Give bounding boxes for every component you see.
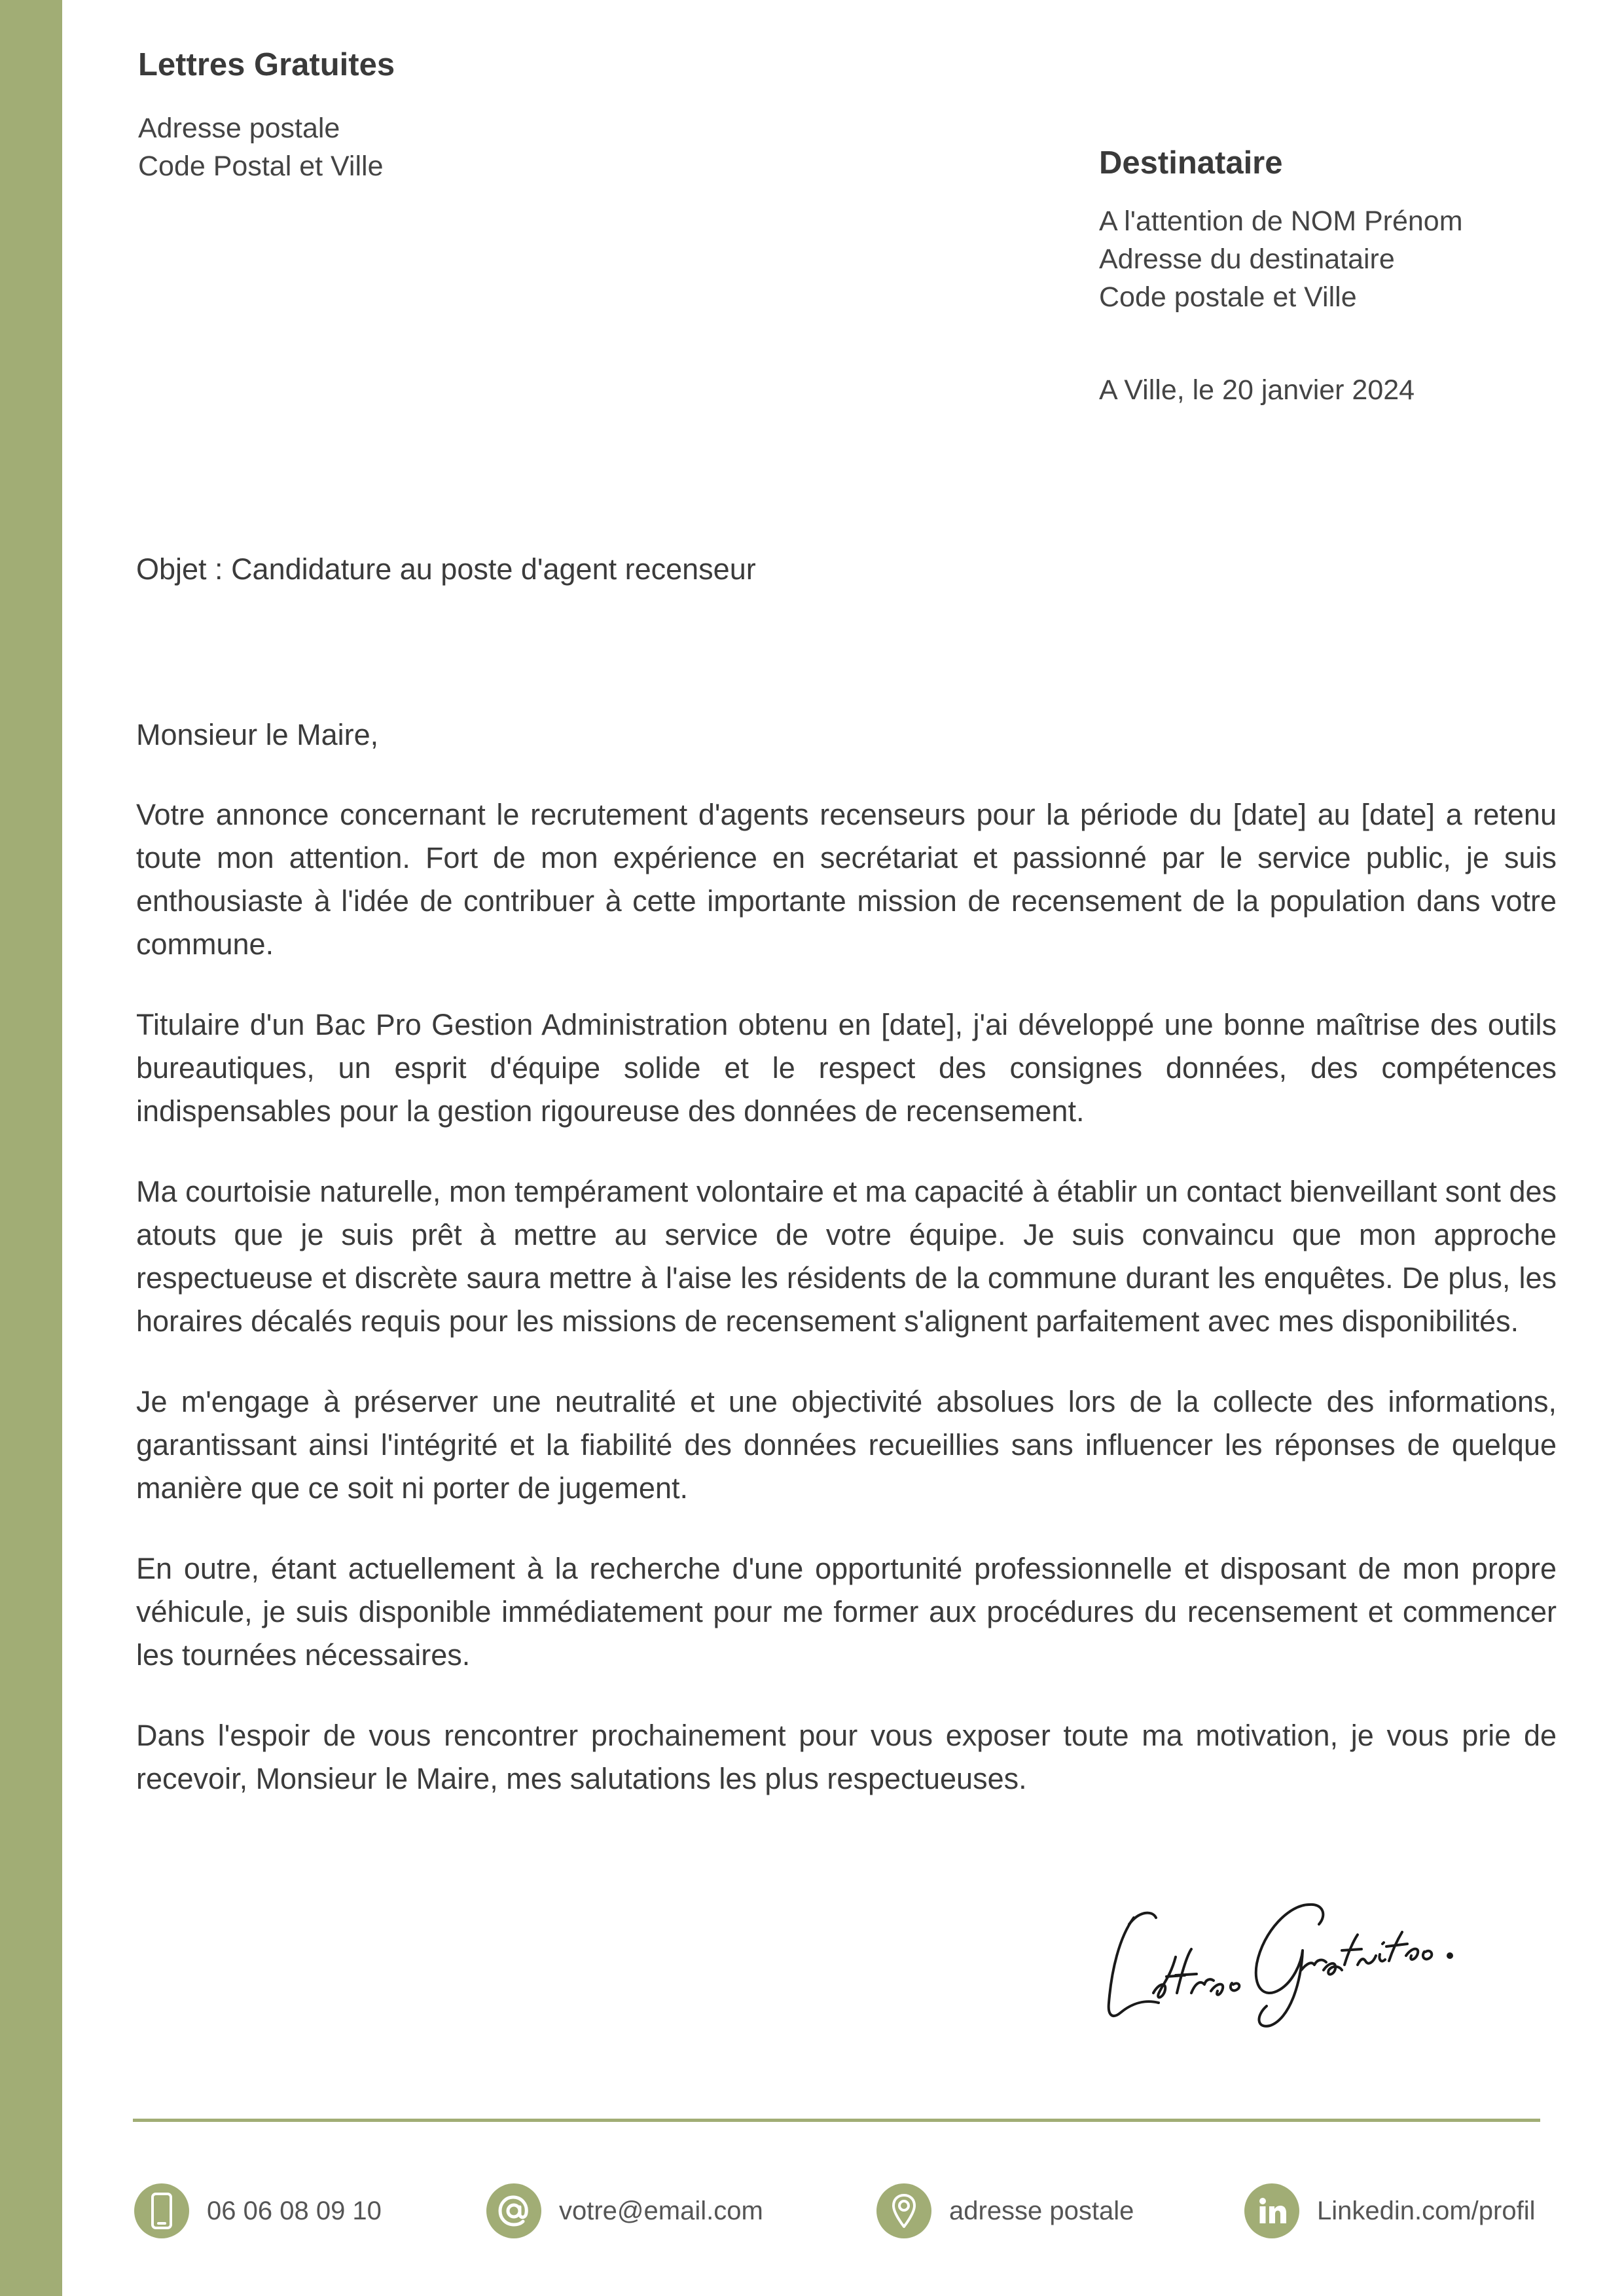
letter-paragraph: Je m'engage à préserver une neutralité et une objectivité absolues lors de la collecte des informations, garantissant ainsi l'intégrité et la fiabilité des données recueillies sans influencer les réponses de quelque manière que ce soit ni porter de jugement.: [136, 1385, 1557, 1505]
footer-phone-text: 06 06 08 09 10: [207, 2196, 382, 2225]
decorative-side-bar: [0, 0, 62, 2296]
recipient-block: [1099, 144, 1597, 316]
footer-email-text: votre@email.com: [559, 2196, 763, 2225]
recipient-title: Destinataire: [1099, 145, 1283, 181]
sender-city: Code Postal et Ville: [138, 150, 384, 182]
at-icon: [486, 2183, 541, 2238]
footer-address: [876, 2183, 1134, 2238]
footer-linkedin-text: Linkedin.com/profil: [1317, 2196, 1536, 2225]
letter-body: [136, 713, 1557, 1838]
letter-paragraph: Ma courtoisie naturelle, mon tempérament volontaire et ma capacité à établir un contact bienveillant sont des atouts que je suis prêt à mettre au service de votre équipe. Je suis convaincu que mon approche respectueuse et discrète saura mettre à l'aise les résidents de la commune durant les enquêtes. De plus, les horaires décalés requis pour les missions de recensement s'alignent parfaitement avec mes disponibilités.: [136, 1175, 1557, 1338]
sender-address: Adresse postale: [138, 112, 340, 144]
letter-paragraph: Votre annonce concernant le recrutement d'agents recenseurs pour la période du [date] au [date] a retenu toute mon attention. Fort de mon expérience en secrétariat et passionné par le service public, je suis enthousiaste à l'idée de contribuer à cette importante mission de recensement de la population dans votre commune.: [136, 798, 1557, 961]
linkedin-icon: [1244, 2183, 1299, 2238]
footer-linkedin[interactable]: [1244, 2183, 1536, 2238]
recipient-address: Adresse du destinataire: [1099, 243, 1395, 275]
sender-block: [138, 46, 727, 185]
recipient-attention: A l'attention de NOM Prénom: [1099, 205, 1463, 237]
letter-greeting: Monsieur le Maire,: [136, 718, 379, 751]
phone-icon: [134, 2183, 189, 2238]
letter-date: A Ville, le 20 janvier 2024: [1099, 374, 1415, 406]
recipient-city: Code postale et Ville: [1099, 281, 1357, 313]
footer-phone: [134, 2183, 382, 2238]
letter-subject: Objet : Candidature au poste d'agent recenseur: [136, 552, 756, 586]
footer-divider: [133, 2119, 1540, 2122]
handwritten-signature: [1093, 1878, 1486, 2036]
location-pin-icon: [876, 2183, 931, 2238]
footer-address-text: adresse postale: [949, 2196, 1134, 2225]
letter-paragraph: Dans l'espoir de vous rencontrer prochainement pour vous exposer toute ma motivation, je vous prie de recevoir, Monsieur le Maire, mes salutations les plus respectueuses.: [136, 1719, 1557, 1795]
sender-name: Lettres Gratuites: [138, 47, 395, 82]
footer-email[interactable]: [486, 2183, 763, 2238]
letter-paragraph: En outre, étant actuellement à la recherche d'une opportunité professionnelle et disposant de mon propre véhicule, je suis disponible immédiatement pour me former aux procédures du recensement et commencer les tournées nécessaires.: [136, 1552, 1557, 1672]
letter-paragraph: Titulaire d'un Bac Pro Gestion Administration obtenu en [date], j'ai développé une bonne maîtrise des outils bureautiques, un esprit d'équipe solide et le respect des consignes données, des compétences indispensables pour la gestion rigoureuse des données de recensement.: [136, 1008, 1557, 1128]
